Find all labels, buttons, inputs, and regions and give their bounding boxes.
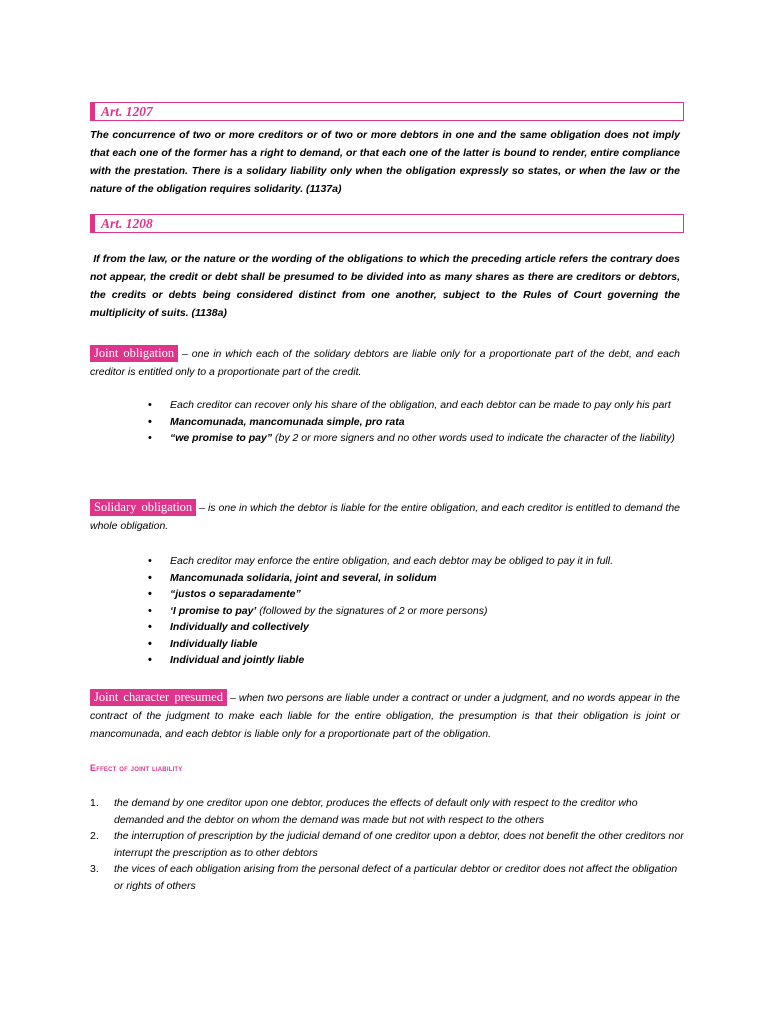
effect-list: [90, 795, 684, 894]
solidary-obligation-tag: Solidary obligation: [90, 499, 196, 516]
list-item: [148, 430, 684, 447]
list-item: • Individual and jointly liable: [148, 652, 684, 669]
list-item: [148, 603, 684, 620]
list-item: [90, 861, 684, 894]
list-item: • Mancomunada, mancomunada simple, pro rata: [148, 414, 684, 431]
item-text: the interruption of prescription by the judicial demand of one creditor upon a debtor, does not benefit the other creditors nor interrupt the prescription as to other debtors: [114, 830, 684, 859]
list-item-rest: (followed by the signatures of 2 or more persons): [256, 604, 488, 617]
item-text: the vices of each obligation arising from the personal defect of a particular debtor or creditor does not affect the obligation or rights of others: [114, 863, 678, 892]
article-1208-text: If from the law, or the nature or the wording of the obligations to which the preceding article refers the contrary does not appear, the credit or debt shall be presumed to be divided into as many shares as there are creditors or debtors, the credits or debts being considered distinct from one another, subject to the Rules of Court governing the multiplicity of suits. (1138a): [90, 253, 683, 319]
article-1207-header: [90, 102, 684, 121]
joint-obligation-list: [148, 397, 684, 447]
joint-character-presumed-tag: Joint character presumed: [90, 689, 227, 706]
item-text: the demand by one creditor upon one debtor, produces the effects of default only with respect to the creditor who demanded and the debtor on whom the demand was made but not with respect to the others: [114, 797, 638, 826]
list-item: • Each creditor can recover only his share of the obligation, and each debtor can be made to pay only his part: [148, 397, 684, 414]
accent-bar: [91, 103, 95, 120]
list-item-rest: (by 2 or more signers and no other words used to indicate the character of the liability): [272, 432, 675, 444]
solidary-obligation-paragraph: [90, 499, 680, 535]
item-number: 2.: [90, 830, 99, 842]
list-item: • Individually liable: [148, 636, 684, 653]
article-title: Art. 1207: [101, 104, 153, 119]
joint-obligation-definition: – one in which each of the solidary debtors are liable only for a proportionate part of the debt, and each creditor is entitled only to a proportionate part of the credit.: [90, 348, 680, 378]
solidary-obligation-list: [148, 553, 684, 669]
accent-bar: [91, 215, 95, 232]
article-title: Art. 1208: [101, 216, 153, 231]
joint-character-presumed-paragraph: [90, 689, 680, 743]
effect-heading: Effect of joint liability: [90, 763, 183, 773]
solidary-obligation-definition: – is one in which the debtor is liable for the entire obligation, and each creditor is entitled to demand the whole obligation.: [90, 502, 680, 532]
list-item-bold: ‘I promise to pay’: [170, 604, 257, 617]
item-number: 3.: [90, 863, 99, 875]
list-item: • “justos o separadamente”: [148, 586, 684, 603]
list-item: • Mancomunada solidaria, joint and several, in solidum: [148, 570, 684, 587]
joint-character-presumed-definition: – when two persons are liable under a contract or under a judgment, and no words appear in the contract of the judgment to make each liable for the entire obligation, the presumption is that their obligation is joint or mancomunada, and each debtor is liable only for a proportionate part of the obligation.: [90, 692, 680, 740]
joint-obligation-paragraph: [90, 345, 680, 381]
article-1208-header: [90, 214, 684, 233]
article-1207-text: The concurrence of two or more creditors or of two or more debtors in one and the same obligation does not imply that each one of the former has a right to demand, or that each one of the latter is bound to render, entire compliance with the prestation. There is a solidary liability only when the obligation expressly so states, or when the law or the nature of the obligation requires solidarity. (1137a): [90, 129, 680, 195]
list-item: • Each creditor may enforce the entire obligation, and each debtor may be obliged to pay it in full.: [148, 553, 684, 570]
list-item: • Individually and collectively: [148, 619, 684, 636]
item-number: 1.: [90, 797, 99, 809]
joint-obligation-tag: Joint obligation: [90, 345, 178, 362]
list-item-bold: “we promise to pay”: [170, 432, 273, 444]
list-item: [90, 828, 684, 861]
list-item: [90, 795, 684, 828]
